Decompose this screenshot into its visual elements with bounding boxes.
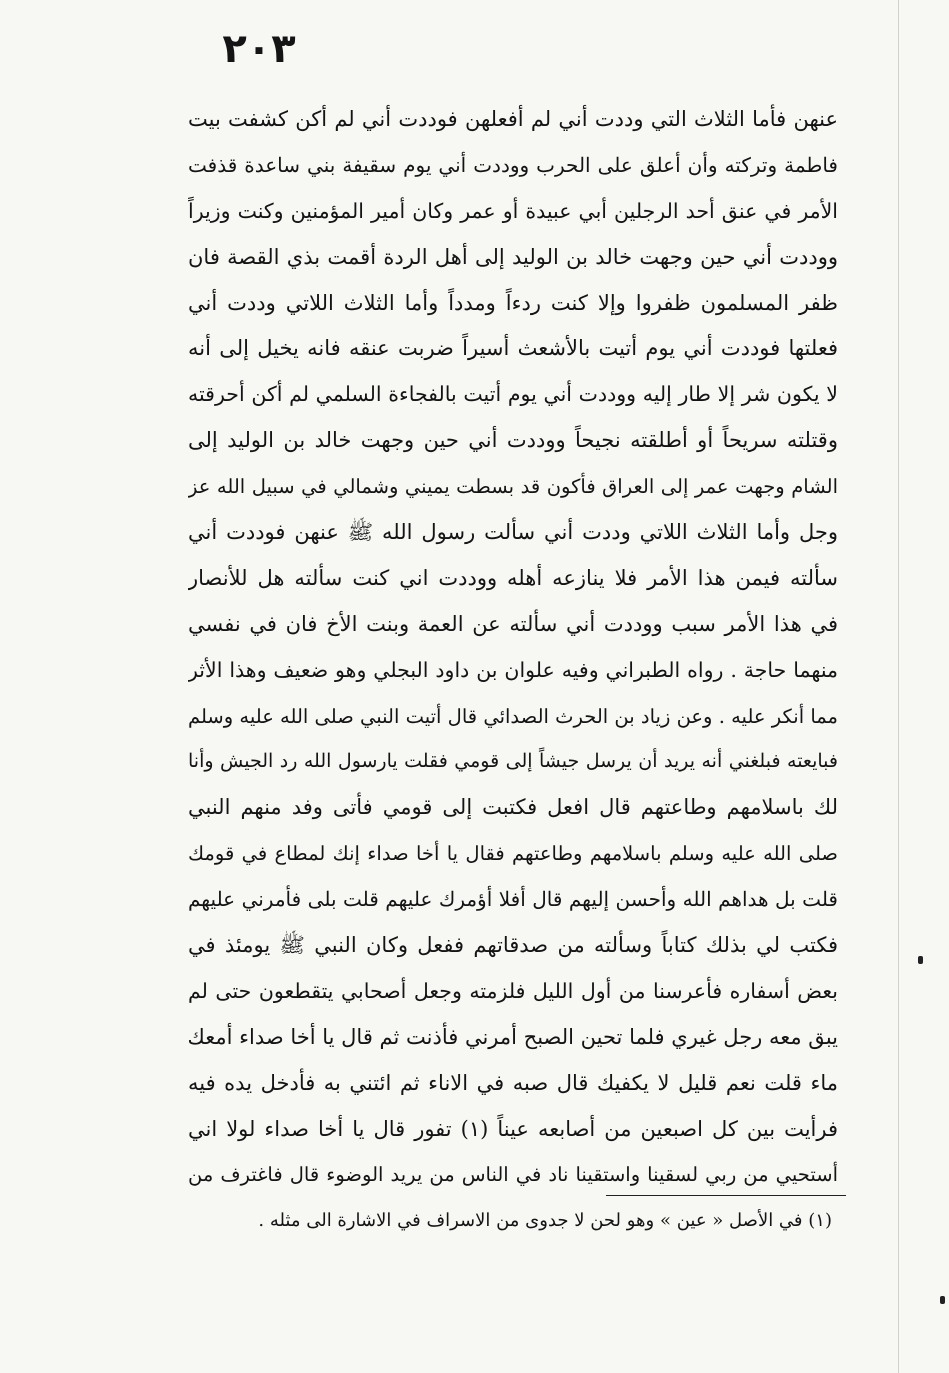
text-line: يبق معه رجل غيري فلما تحين الصبح أمرني فأذنت ثم قال يا أخا صداء أمعك [188,1024,838,1049]
text-line: فعلتها فوددت أني يوم أتيت بالأشعث أسيراً ضربت عنقه فانه يخيل إلى أنه [188,336,838,361]
text-line: فبايعته فبلغني أنه يريد أن يرسل جيشاً إلى قومي فقلت يارسول الله رد الجيش وأنا [188,750,838,773]
scan-margin-line [898,0,899,1373]
text-line: أستحيي من ربي لسقينا واستقينا ناد في الناس من يريد الوضوء قال فاغترف من [188,1163,838,1187]
text-line: وجل وأما الثلاث اللاتي وددت أني سألت رسول الله ﷺ عنهن فوددت أني [188,520,838,545]
text-line: الأمر في عنق أحد الرجلين أبي عبيدة أو عمر وكان أمير المؤمنين وكنت وزيراً [188,198,838,223]
text-line: فرأيت بين كل اصبعين من أصابعه عيناً (١) تفور قال يا أخا صداء لولا اني [188,1116,838,1141]
text-line: سألته فيمن هذا الأمر فلا ينازعه أهله ووددت اني كنت سألته هل للأنصار [188,565,838,590]
text-line: عنهن فأما الثلاث التي وددت أني لم أفعلهن فوددت أني لم أكن كشفت بيت [188,107,838,131]
text-line: وقتلته سريحاً أو أطلقته نجيحاً ووددت أني حين وجهت خالد بن الوليد إلى [188,428,838,453]
scan-speck [918,956,923,964]
scan-speck [940,1296,945,1304]
text-line: ماء قلت نعم قليل لا يكفيك قال صبه في الاناء ثم ائتني به فأدخل يده فيه [188,1070,838,1095]
text-line: في هذا الأمر سبب ووددت أني سألته عن العمة وبنت الأخ فان في نفسي [188,611,838,636]
text-line: لا يكون شر إلا طار إليه ووددت أني يوم أتيت بالفجاءة السلمي لم أكن أحرقته [188,382,838,407]
text-line: فاطمة وتركته وأن أعلق على الحرب ووددت أني يوم سقيفة بني ساعدة قذفت [188,152,838,177]
text-line: مما أنكر عليه . وعن زياد بن الحرث الصدائي قال أتيت النبي صلى الله عليه وسلم [188,704,838,728]
page-number: ٢٠٣ [222,26,296,72]
text-line: لك باسلامهم وطاعتهم قال افعل فكتبت إلى قومي فأتى وفد منهم النبي [188,795,838,820]
text-line: ووددت أني حين وجهت خالد بن الوليد إلى أهل الردة أقمت بذي القصة فان [188,244,838,269]
text-line: منهما حاجة . رواه الطبراني وفيه علوان بن داود البجلي وهو ضعيف وهذا الأثر [188,657,838,682]
text-line: فكتب لي بذلك كتاباً وسألته من صدقاتهم ففعل وكان النبي ﷺ يومئذ في [188,933,838,958]
text-line: ظفر المسلمون ظفروا وإلا كنت ردءاً ومدداً وأما الثلاث اللاتي وددت أني [188,290,838,315]
text-line: قلت بل هداهم الله وأحسن إليهم قال أفلا أؤمرك عليهم قلت بلى فأمرني عليهم [188,887,838,912]
text-line: صلى الله عليه وسلم باسلامهم وطاعتهم فقال يا أخا صداء إنك لمطاع في قومك [188,842,838,866]
text-line: بعض أسفاره فأعرسنا من أول الليل فلزمته وجعل أصحابي يتقطعون حتى لم [188,978,838,1003]
text-line: الشام وجهت عمر إلى العراق فأكون قد بسطت يميني وشمالي في سبيل الله عز [188,475,838,499]
main-text [188,97,838,1198]
footnote-separator [606,1195,846,1196]
footnote: (١) في الأصل « عين » وهو لحن لا جدوى من الاسراف في الاشارة الى مثله . [258,1210,832,1231]
